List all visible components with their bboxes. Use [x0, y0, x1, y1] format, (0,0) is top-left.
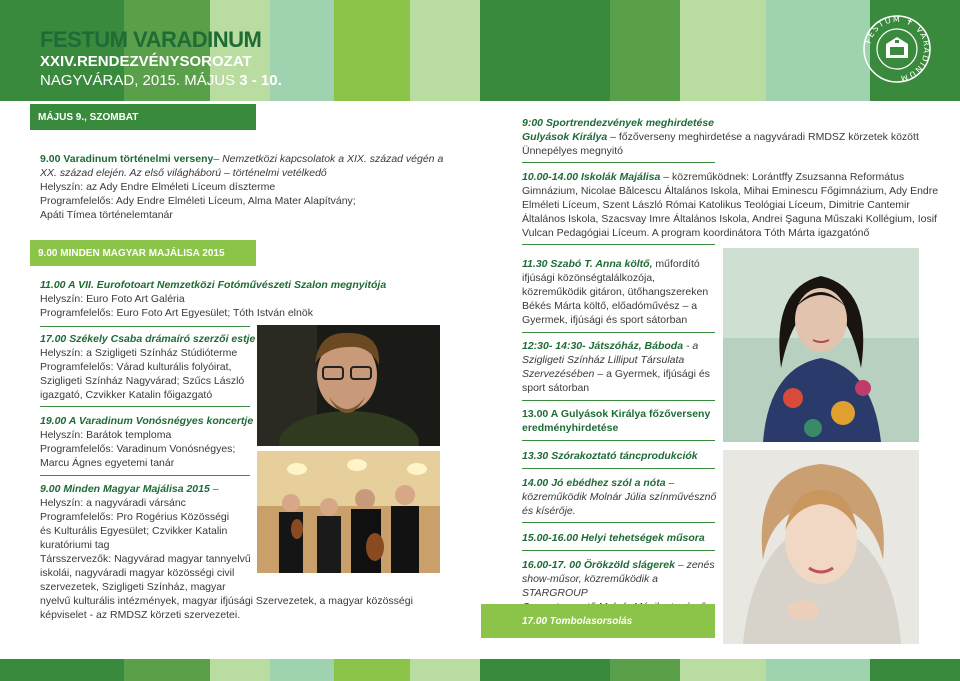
- event-evergreen-show: 16.00-17. 00 Örökzöld slágerek – zenés show-műsor, közreműködik a STARGROUP: [522, 559, 715, 599]
- divider: [522, 332, 715, 333]
- photo-poet-portrait: [723, 248, 919, 442]
- photo-playwright-portrait: [257, 325, 440, 446]
- photo-string-quartet: [257, 451, 440, 573]
- divider: [522, 468, 715, 469]
- event-szekely-csaba: 17.00 Székely Csaba drámaíró szerzői estje Helyszín: a Szigligeti Színház Stúdióterme Programfelelős: Várad kulturális folyóirat, Szigligeti Színház Nagyvárad; Szűcs László igazgató, Czvikker Katalin főigazgató: [40, 333, 256, 401]
- photo-singer-portrait: [723, 450, 919, 644]
- bottom-color-band: [0, 659, 960, 681]
- section-tag-majalis: 9.00 MINDEN MAGYAR MAJÁLISA 2015: [30, 240, 256, 266]
- event-dance: 13.30 Szórakoztató táncprodukciók: [522, 450, 698, 462]
- festival-title: FESTUM VARADINUM: [40, 27, 262, 52]
- divider: [522, 550, 715, 551]
- event-varadinum-history-contest: 9.00 Varadinum történelmi verseny– Nemzetközi kapcsolatok a XIX. század végén a XX. század elején. Az első világháború – történelmi vetélkedő Helyszín: az Ady Endre Elméleti Líceum díszterme Programfelelős: Ady Endre Elméleti Líceum, Alma Mater Alapítvány; Apáti Tímea történelemtanár: [40, 153, 444, 221]
- event-header: [40, 28, 282, 90]
- divider: [522, 440, 715, 441]
- event-szabo-t-anna: 11.30 Szabó T. Anna költő, műfordító ifjúsági közönségtalálkozója, közreműködik gitáron, ütőhangszereken Békés Márta költő, előadóművész – a Gyermek, ifjúsági és sport sátorban: [522, 258, 709, 326]
- festival-date: NAGYVÁRAD, 2015. MÁJUS 3 - 10.: [40, 72, 282, 89]
- event-jatszohaz: 12:30- 14:30- Játszóház, Báboda - a Szigligeti Színház Lilliput Társulata Szervezésében – a Gyermek, ifjúsági és sport sátorban: [522, 340, 710, 394]
- event-quartet-concert: 19.00 A Varadinum Vonósnégyes koncertje Helyszín: Barátok temploma Programfelelős: Varadinum Vonósnégyes; Marcu Ágnes egyetemi tanár: [40, 415, 254, 469]
- divider: [522, 522, 715, 523]
- divider: [522, 400, 715, 401]
- divider: [40, 326, 250, 327]
- festum-varadinum-seal-icon: [862, 14, 932, 84]
- event-school-majalis: 10.00-14.00 Iskolák Majálisa – közreműködnek: Lorántffy Zsuzsanna Református Gimnázium, Nicolae Bălcescu Általános Iskola, Mihai Eminescu Főgimnázium, Ady Endre Elméleti Líceum, Szent László Római Katolikus Teológiai Líceum, Dimitrie Cantemir Általános Iskola, Szacsvay Imre Általános Iskola, Andrei Şaguna Műszaki Kollégium, Iosif Vulcan Pedagógiai Líceum. A program koordinátora Tóth Márta igazgatónő: [522, 171, 939, 239]
- event-minden-magyar-majalisa: 9.00 Minden Magyar Majálisa 2015 – Helyszín: a nagyváradi vársánc Programfelelős: Pro Rogérius Közösségi és Kulturális Egyesület; Czvikker Katalin kuratóriumi tag Társszervezők: Nagyvárad magyar tannyelvű iskolái, nagyváradi magyar közösségi civil szervezetek, Szigligeti Színház, magyar nyelvű kulturális intézmények, magyar ifjúsági Szervezetek, a magyar közösségi képviselet - az RMDSZ körzeti szervezetei.: [40, 483, 413, 621]
- divider: [40, 406, 250, 407]
- festival-subtitle: XXIV.RENDEZVÉNYSOROZAT: [40, 53, 252, 70]
- seal-ring-text: FESTUM ✝ VARADINUM: [863, 14, 932, 84]
- event-local-talents: 15.00-16.00 Helyi tehetségek műsora: [522, 532, 705, 544]
- event-gulyas-results: 13.00 A Gulyások Királya főzőverseny eredményhirdetése: [522, 408, 711, 434]
- day-tag: MÁJUS 9., SZOMBAT: [30, 104, 256, 130]
- event-eurofotoart: 11.00 A VII. Eurofotoart Nemzetközi Fotóművészeti Szalon megnyitója Helyszín: Euro Foto Art Galéria Programfelelős: Euro Foto Art Egyesület; Tóth István elnök: [40, 279, 387, 319]
- event-lunch-music: 14.00 Jó ebédhez szól a nóta – közreműködik Molnár Júlia színművésznő és kísérője.: [522, 477, 717, 517]
- divider: [522, 244, 715, 245]
- divider: [40, 475, 250, 476]
- raffle-tag: 17.00 Tombolasorsolás: [481, 604, 715, 638]
- event-sport-announcement: 9:00 Sportrendezvények meghirdetése Gulyások Királya – főzőverseny meghirdetése a nagyváradi RMDSZ körzetek között Ünnepélyes megnyitó: [522, 117, 919, 157]
- divider: [522, 162, 715, 163]
